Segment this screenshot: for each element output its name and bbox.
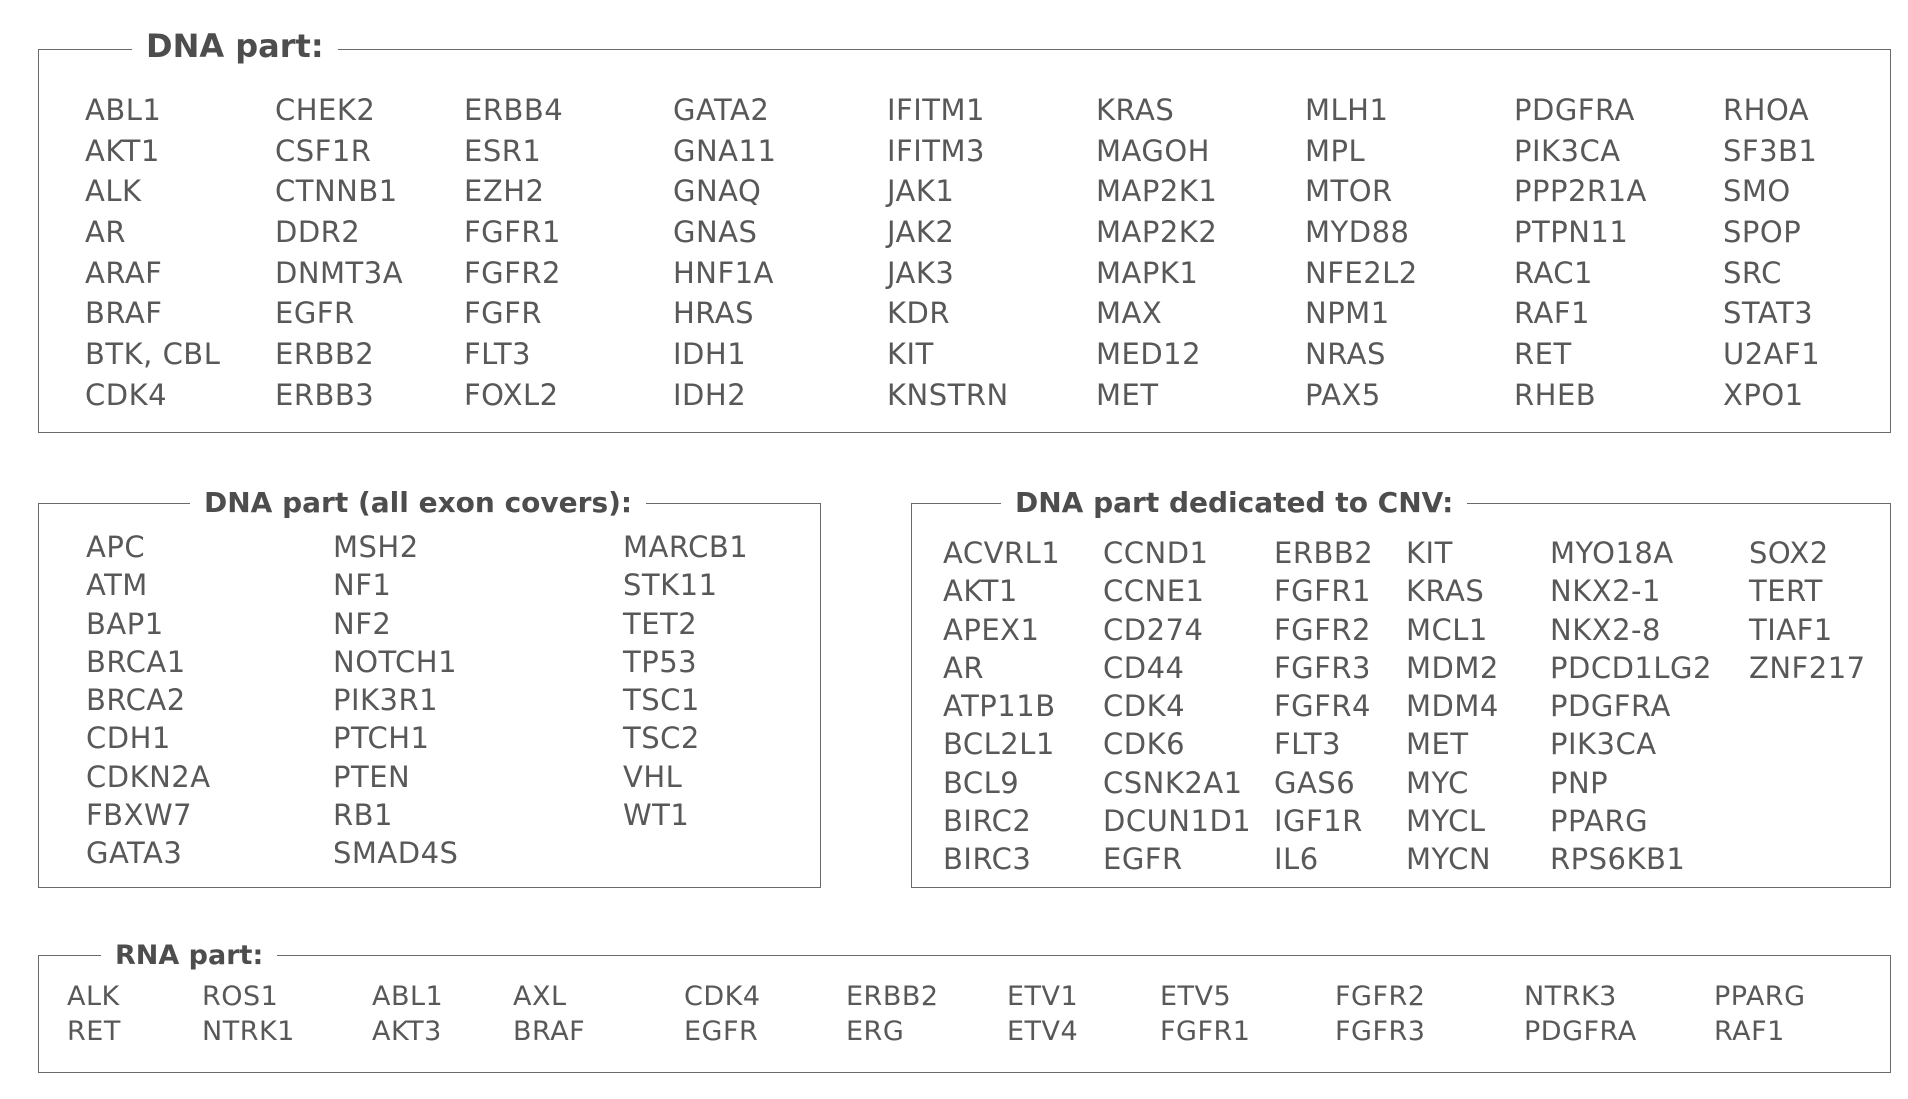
gene-label: ACVRL1 bbox=[943, 536, 1061, 570]
gene-label: NKX2-8 bbox=[1550, 612, 1661, 647]
gene-label: CDK4 bbox=[1103, 689, 1186, 724]
gene-label: NRAS bbox=[1305, 337, 1386, 372]
gene-label: NTRK3 bbox=[1524, 981, 1617, 1012]
gene-label: ERBB2 bbox=[846, 981, 939, 1012]
gene-label: MPL bbox=[1305, 133, 1366, 168]
gene-label: KDR bbox=[887, 296, 950, 331]
gene-label: SOX2 bbox=[1749, 536, 1829, 570]
gene-label: ABL1 bbox=[85, 93, 162, 127]
gene-column bbox=[67, 980, 121, 1049]
gene-label: MYCL bbox=[1406, 804, 1486, 839]
gene-label: AR bbox=[943, 650, 984, 685]
exon-part-panel bbox=[38, 486, 821, 888]
gene-label: MDM2 bbox=[1406, 650, 1499, 685]
gene-label: PTCH1 bbox=[333, 721, 430, 756]
gene-column bbox=[1103, 534, 1251, 879]
gene-label: CHEK2 bbox=[275, 93, 376, 127]
gene-column bbox=[464, 90, 563, 416]
gene-column bbox=[1524, 980, 1637, 1049]
gene-label: HRAS bbox=[673, 296, 755, 331]
gene-label: GAS6 bbox=[1274, 765, 1356, 800]
dna-part-title: DNA part: bbox=[132, 28, 338, 64]
gene-label: BRCA1 bbox=[86, 644, 186, 679]
gene-label: SF3B1 bbox=[1723, 133, 1818, 168]
gene-label: CTNNB1 bbox=[275, 174, 398, 209]
gene-label: MET bbox=[1406, 727, 1469, 762]
gene-label: CDK4 bbox=[85, 377, 168, 412]
gene-label: APC bbox=[86, 530, 146, 564]
gene-label: MAPK1 bbox=[1096, 255, 1199, 290]
gene-column bbox=[1096, 90, 1217, 416]
gene-label: TSC1 bbox=[623, 683, 700, 718]
cnv-part-panel bbox=[911, 486, 1891, 888]
gene-label: ERG bbox=[846, 1015, 905, 1047]
gene-label: GNA11 bbox=[673, 133, 777, 168]
gene-column bbox=[86, 528, 211, 873]
gene-column bbox=[1007, 980, 1078, 1049]
gene-label: EZH2 bbox=[464, 174, 545, 209]
gene-column bbox=[372, 980, 443, 1049]
gene-label: HNF1A bbox=[673, 255, 774, 290]
gene-column bbox=[275, 90, 403, 416]
gene-label: JAK3 bbox=[887, 255, 955, 290]
gene-label: FGFR2 bbox=[1335, 981, 1426, 1012]
gene-label: EGFR bbox=[684, 1015, 759, 1047]
gene-label: FGFR4 bbox=[1274, 689, 1371, 724]
gene-label: GATA2 bbox=[673, 93, 770, 127]
gene-label: JAK1 bbox=[887, 174, 955, 209]
gene-label: BRAF bbox=[85, 296, 163, 331]
gene-label: VHL bbox=[623, 759, 683, 794]
gene-label: PTEN bbox=[333, 759, 411, 794]
gene-label: MET bbox=[1096, 377, 1159, 412]
gene-label: FGFR3 bbox=[1274, 650, 1371, 685]
gene-label: KIT bbox=[1406, 536, 1453, 570]
gene-label: MLH1 bbox=[1305, 93, 1389, 127]
gene-label: SMO bbox=[1723, 174, 1791, 209]
gene-label: NF1 bbox=[333, 568, 392, 603]
rna-part-title: RNA part: bbox=[101, 938, 277, 974]
gene-label: BIRC2 bbox=[943, 804, 1032, 839]
gene-column bbox=[202, 980, 295, 1049]
gene-label: MAP2K2 bbox=[1096, 215, 1218, 250]
gene-label: ABL1 bbox=[372, 981, 444, 1012]
gene-label: RHEB bbox=[1514, 377, 1597, 412]
gene-label: IDH1 bbox=[673, 337, 747, 372]
gene-label: IGF1R bbox=[1274, 804, 1363, 839]
gene-label: EGFR bbox=[275, 296, 355, 331]
gene-label: MAGOH bbox=[1096, 133, 1210, 168]
gene-label: ERBB2 bbox=[275, 337, 375, 372]
gene-label: NTRK1 bbox=[202, 1015, 295, 1047]
gene-label: XPO1 bbox=[1723, 377, 1804, 412]
gene-label: BRCA2 bbox=[86, 683, 186, 718]
gene-label: MED12 bbox=[1096, 337, 1202, 372]
gene-column bbox=[333, 528, 458, 873]
gene-label: IDH2 bbox=[673, 377, 747, 412]
gene-label: U2AF1 bbox=[1723, 337, 1821, 372]
gene-column bbox=[1550, 534, 1712, 879]
gene-label: ETV5 bbox=[1160, 981, 1232, 1012]
gene-label: KNSTRN bbox=[887, 377, 1009, 412]
gene-label: ERBB3 bbox=[275, 377, 375, 412]
gene-column bbox=[846, 980, 939, 1049]
gene-label: CCNE1 bbox=[1103, 574, 1205, 609]
gene-label: MYCN bbox=[1406, 842, 1492, 877]
gene-label: ESR1 bbox=[464, 133, 542, 168]
gene-label: BCL9 bbox=[943, 765, 1020, 800]
gene-label: AKT1 bbox=[85, 133, 160, 168]
gene-label: MYD88 bbox=[1305, 215, 1410, 250]
gene-label: KRAS bbox=[1096, 93, 1175, 127]
gene-label: AKT1 bbox=[943, 574, 1018, 609]
gene-label: KIT bbox=[887, 337, 934, 372]
gene-column bbox=[1274, 534, 1373, 879]
gene-column bbox=[943, 534, 1060, 879]
gene-label: PDGFRA bbox=[1550, 689, 1671, 724]
gene-label: CD274 bbox=[1103, 612, 1204, 647]
gene-label: ALK bbox=[67, 981, 120, 1012]
gene-label: KRAS bbox=[1406, 574, 1485, 609]
gene-label: RHOA bbox=[1723, 93, 1810, 127]
gene-label: FGFR2 bbox=[1274, 612, 1371, 647]
gene-label: FOXL2 bbox=[464, 377, 559, 412]
gene-label: MSH2 bbox=[333, 530, 419, 564]
gene-label: TET2 bbox=[623, 606, 698, 641]
gene-label: BAP1 bbox=[86, 606, 164, 641]
gene-label: ATM bbox=[86, 568, 148, 603]
gene-label: CDH1 bbox=[86, 721, 171, 756]
gene-column bbox=[1749, 534, 1866, 687]
gene-label: ARAF bbox=[85, 255, 163, 290]
gene-label: RAF1 bbox=[1514, 296, 1590, 331]
gene-label: FGFR1 bbox=[1160, 1015, 1251, 1047]
gene-label: BRAF bbox=[513, 1015, 586, 1047]
gene-label: BIRC3 bbox=[943, 842, 1032, 877]
gene-label: ROS1 bbox=[202, 981, 279, 1012]
gene-label: WT1 bbox=[623, 798, 690, 833]
gene-label: FGFR3 bbox=[1335, 1015, 1426, 1047]
gene-label: RB1 bbox=[333, 798, 393, 833]
gene-label: PIK3CA bbox=[1550, 727, 1657, 762]
gene-label: CD44 bbox=[1103, 650, 1185, 685]
gene-label: RET bbox=[67, 1015, 121, 1047]
gene-label: GNAS bbox=[673, 215, 758, 250]
gene-label: BCL2L1 bbox=[943, 727, 1055, 762]
gene-label: MDM4 bbox=[1406, 689, 1499, 724]
gene-column bbox=[85, 90, 220, 416]
gene-label: FLT3 bbox=[464, 337, 532, 372]
gene-label: FBXW7 bbox=[86, 798, 193, 833]
gene-column bbox=[1160, 980, 1250, 1049]
gene-column bbox=[513, 980, 585, 1049]
gene-label: ALK bbox=[85, 174, 142, 209]
gene-label: PPARG bbox=[1550, 804, 1649, 839]
gene-label: MCL1 bbox=[1406, 612, 1488, 647]
gene-label: RAF1 bbox=[1714, 1015, 1785, 1047]
gene-label: FGFR2 bbox=[464, 255, 561, 290]
gene-label: PPARG bbox=[1714, 981, 1806, 1012]
gene-label: DDR2 bbox=[275, 215, 361, 250]
gene-label: PDGFRA bbox=[1514, 93, 1635, 127]
gene-label: NPM1 bbox=[1305, 296, 1390, 331]
gene-column bbox=[1514, 90, 1647, 416]
gene-label: ERBB4 bbox=[464, 93, 564, 127]
gene-label: CCND1 bbox=[1103, 536, 1209, 570]
gene-column bbox=[684, 980, 761, 1049]
gene-column bbox=[887, 90, 1009, 416]
gene-label: TP53 bbox=[623, 644, 698, 679]
gene-label: FGFR1 bbox=[464, 215, 561, 250]
gene-label: NOTCH1 bbox=[333, 644, 458, 679]
gene-column bbox=[1305, 90, 1418, 416]
gene-label: SPOP bbox=[1723, 215, 1802, 250]
gene-label: CDK6 bbox=[1103, 727, 1186, 762]
gene-label: CDK4 bbox=[684, 981, 761, 1012]
gene-label: ETV1 bbox=[1007, 981, 1079, 1012]
gene-label: EGFR bbox=[1103, 842, 1183, 877]
rna-part-panel bbox=[38, 940, 1891, 1073]
gene-label: MYC bbox=[1406, 765, 1469, 800]
gene-label: DNMT3A bbox=[275, 255, 404, 290]
gene-label: FGFR1 bbox=[1274, 574, 1371, 609]
gene-column bbox=[1406, 534, 1499, 879]
gene-label: MYO18A bbox=[1550, 536, 1674, 570]
gene-label: ATP11B bbox=[943, 689, 1056, 724]
gene-label: PDCD1LG2 bbox=[1550, 650, 1712, 685]
gene-label: DCUN1D1 bbox=[1103, 804, 1252, 839]
gene-label: TIAF1 bbox=[1749, 612, 1833, 647]
gene-label: MTOR bbox=[1305, 174, 1393, 209]
gene-label: STAT3 bbox=[1723, 296, 1814, 331]
dna-part-panel bbox=[38, 27, 1891, 433]
gene-label: STK11 bbox=[623, 568, 718, 603]
gene-label: BTK, CBL bbox=[85, 337, 221, 372]
gene-label: RPS6KB1 bbox=[1550, 842, 1686, 877]
gene-label: FLT3 bbox=[1274, 727, 1342, 762]
gene-label: GATA3 bbox=[86, 836, 183, 871]
gene-label: CDKN2A bbox=[86, 759, 211, 794]
gene-label: MARCB1 bbox=[623, 530, 749, 564]
gene-label: MAP2K1 bbox=[1096, 174, 1218, 209]
gene-label: PDGFRA bbox=[1524, 1015, 1637, 1047]
gene-label: FGFR bbox=[464, 296, 542, 331]
gene-label: IFITM1 bbox=[887, 93, 985, 127]
gene-label: PAX5 bbox=[1305, 377, 1381, 412]
gene-label: SRC bbox=[1723, 255, 1782, 290]
gene-label: PTPN11 bbox=[1514, 215, 1629, 250]
exon-part-title: DNA part (all exon covers): bbox=[190, 485, 646, 521]
gene-label: ZNF217 bbox=[1749, 650, 1866, 685]
gene-label: PIK3R1 bbox=[333, 683, 439, 718]
gene-label: NF2 bbox=[333, 606, 392, 641]
gene-label: GNAQ bbox=[673, 174, 762, 209]
gene-label: CSNK2A1 bbox=[1103, 765, 1243, 800]
gene-label: AR bbox=[85, 215, 126, 250]
gene-label: PNP bbox=[1550, 765, 1609, 800]
gene-label: ETV4 bbox=[1007, 1015, 1079, 1047]
gene-column bbox=[673, 90, 776, 416]
gene-label: TERT bbox=[1749, 574, 1823, 609]
gene-column bbox=[1723, 90, 1820, 416]
gene-column bbox=[623, 528, 748, 834]
gene-label: TSC2 bbox=[623, 721, 700, 756]
gene-label: PIK3CA bbox=[1514, 133, 1621, 168]
gene-label: APEX1 bbox=[943, 612, 1040, 647]
gene-label: AXL bbox=[513, 981, 567, 1012]
gene-label: MAX bbox=[1096, 296, 1163, 331]
gene-label: IL6 bbox=[1274, 842, 1319, 877]
gene-label: NKX2-1 bbox=[1550, 574, 1661, 609]
gene-label: AKT3 bbox=[372, 1015, 442, 1047]
gene-label: SMAD4S bbox=[333, 836, 459, 871]
gene-column bbox=[1714, 980, 1806, 1049]
gene-label: CSF1R bbox=[275, 133, 372, 168]
gene-column bbox=[1335, 980, 1425, 1049]
gene-label: RET bbox=[1514, 337, 1572, 372]
gene-label: RAC1 bbox=[1514, 255, 1594, 290]
gene-label: PPP2R1A bbox=[1514, 174, 1647, 209]
gene-label: NFE2L2 bbox=[1305, 255, 1418, 290]
gene-label: ERBB2 bbox=[1274, 536, 1374, 570]
cnv-part-title: DNA part dedicated to CNV: bbox=[1001, 485, 1467, 521]
gene-label: JAK2 bbox=[887, 215, 955, 250]
gene-label: IFITM3 bbox=[887, 133, 985, 168]
